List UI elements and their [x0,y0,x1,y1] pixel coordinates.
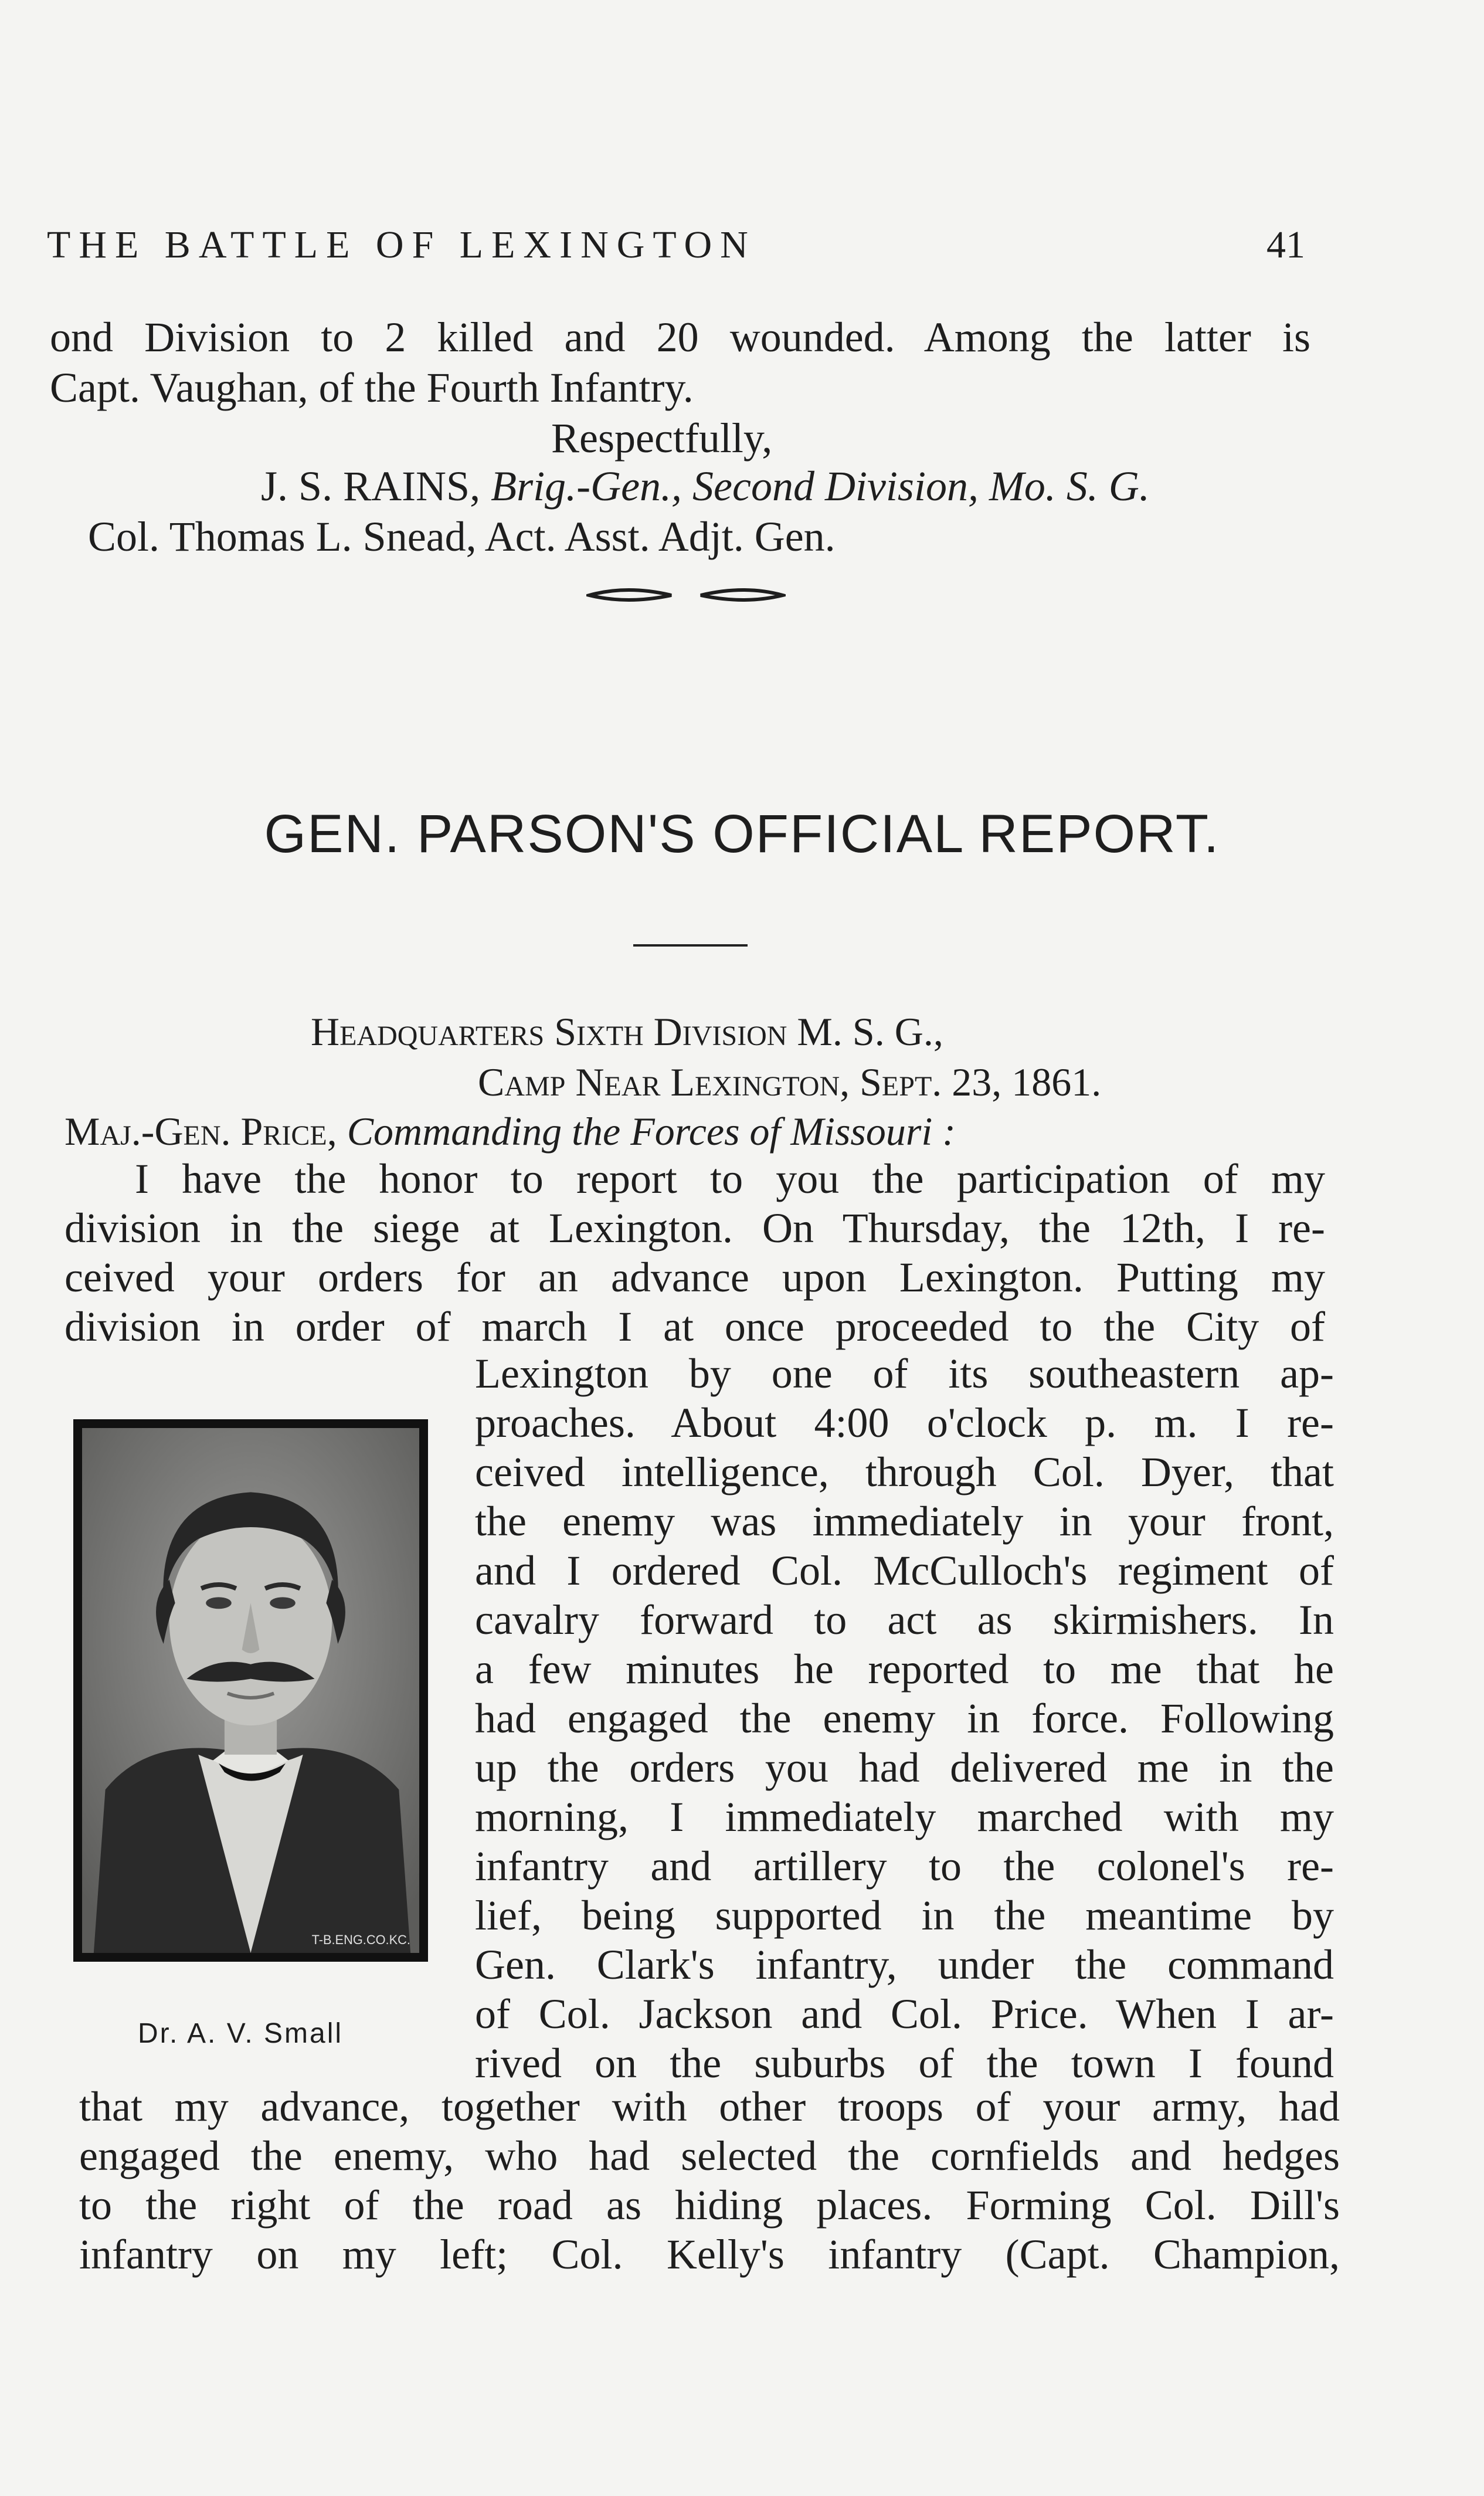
body-line: lief, being supported in the meantime by [475,1892,1334,1939]
signature-line [261,460,1150,513]
page-number: 41 [1266,223,1305,266]
body-line: Lexington by one of its southeastern ap- [475,1350,1334,1397]
body-line: Gen. Clark's infantry, under the command [475,1941,1334,1988]
running-head-title: THE BATTLE OF LEXINGTON [47,223,756,266]
body-line: infantry and artillery to the colonel's re- [475,1843,1334,1890]
addressee-line: Col. Thomas L. Snead, Act. Asst. Adjt. Gen. [88,513,836,560]
body-line: morning, I immediately marched with my [475,1793,1334,1840]
body-line: infantry on my left; Col. Kelly's infantry (Capt. Champion, [79,2231,1340,2278]
body-line: engaged the enemy, who had selected the cornfields and hedges [79,2132,1340,2179]
body-line: and I ordered Col. McCulloch's regiment of [475,1547,1334,1594]
rains-report-line-2: Capt. Vaughan, of the Fourth Infantry. [50,364,694,411]
body-line: of Col. Jackson and Col. Price. When I ar- [475,1990,1334,2037]
body-line: to the right of the road as hiding places. Forming Col. Dill's [79,2182,1340,2229]
salutation-title: Commanding the Forces of Missouri : [347,1109,956,1154]
body-line: division in the siege at Lexington. On Thursday, the 12th, I re- [64,1205,1325,1252]
body-paragraph-wrap [475,1349,1334,2088]
body-line: that my advance, together with other troops of your army, had [79,2083,1340,2130]
report-title: GEN. PARSON'S OFFICIAL REPORT. [264,804,1220,864]
body-line: rived on the suburbs of the town I found [475,2040,1334,2087]
body-line: ceived your orders for an advance upon Lexington. Putting my [64,1254,1325,1301]
salutation [64,1108,956,1155]
letter-heading-line-1: Headquarters Sixth Division M. S. G., [311,1009,943,1054]
body-paragraph-bottom [79,2082,1340,2279]
body-line: up the orders you had delivered me in the [475,1744,1334,1791]
portrait-image [82,1428,419,1953]
closing-respectfully: Respectfully, [551,415,773,462]
body-line: division in order of march I at once proceeded to the City of [64,1303,1325,1350]
section-ornament [586,584,786,607]
rains-report-line-1: ond Division to 2 killed and 20 wounded. Among the latter is [50,314,1310,361]
body-line: cavalry forward to act as skirmishers. In [475,1596,1334,1643]
title-rule [633,944,748,947]
salutation-name: Maj.-Gen. Price, [64,1109,337,1154]
letter-heading-line-2: Camp Near Lexington, Sept. 23, 1861. [478,1060,1102,1104]
body-line: ceived intelligence, through Col. Dyer, that [475,1449,1334,1495]
body-line: had engaged the enemy in force. Following [475,1695,1334,1742]
body-line: a few minutes he reported to me that he [475,1646,1334,1693]
body-line: the enemy was immediately in your front, [475,1498,1334,1545]
portrait-engraving [73,1419,428,1962]
signer-title: Brig.-Gen., Second Division, Mo. S. G. [491,463,1150,510]
engraver-mark: T-B.ENG.CO.KC. [311,1932,410,1948]
body-line: proaches. About 4:00 o'clock p. m. I re- [475,1399,1334,1446]
body-paragraph-top [64,1154,1325,1351]
body-line: I have the honor to report to you the participation of my [135,1155,1325,1202]
signer-name: J. S. RAINS, [261,463,481,510]
portrait-caption: Dr. A. V. Small [138,2018,344,2049]
